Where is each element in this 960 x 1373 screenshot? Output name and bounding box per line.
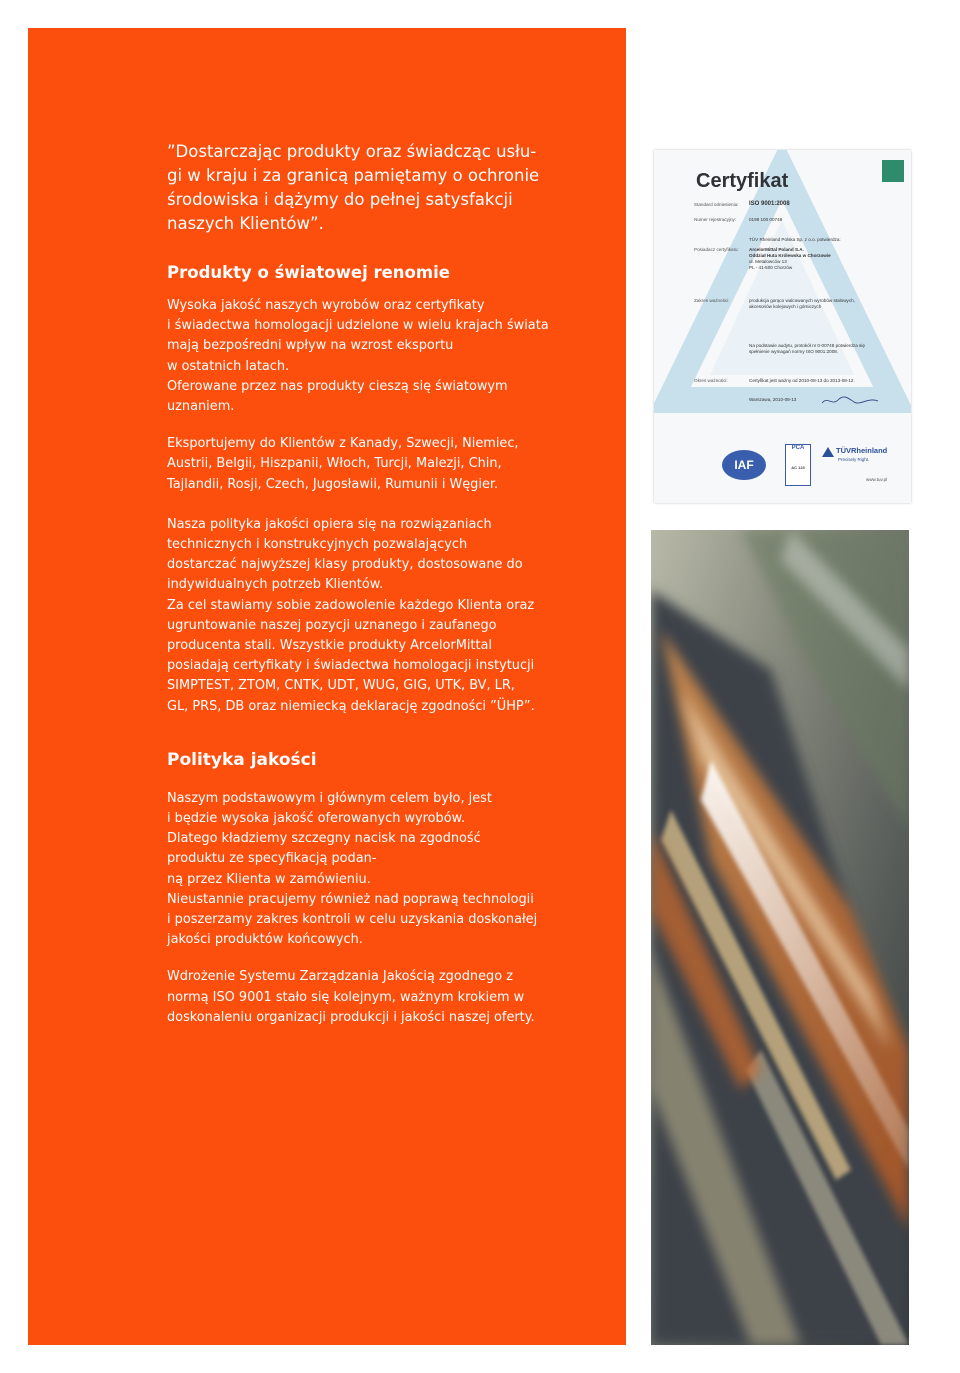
text-column (167, 140, 587, 1028)
cert-label: Okres ważności: (694, 378, 728, 383)
cert-value: Oddział Huta Królewska w Chorzowie (749, 253, 831, 258)
accreditation-badge-icon (882, 160, 904, 182)
cert-label: Posiadacz certyfikatu: (694, 247, 739, 252)
tuv-tagline: Precisely Right. (838, 457, 870, 462)
cert-value: spełnienie wymagań normy ISO 9001:2008. (749, 349, 839, 354)
cert-value: ul. Metalowców 13 (749, 259, 787, 264)
paragraph-quality: Wysoka jakość naszych wyrobów oraz certyfikaty i świadectwa homologacji udzielone w wielu krajach świata mają bezpośredni wpływ na wzrost eksportu w ostatnich latach. Oferowane przez nas produkty cieszą się światowym uznaniem. (167, 298, 549, 415)
certificate-image (654, 150, 911, 503)
tuv-triangle-icon (822, 447, 834, 457)
pca-logo-icon (785, 444, 811, 486)
cert-value: Certyfikat jest ważny od 2010-08-13 do 2013-08-12. (749, 378, 855, 383)
railway-motion-photo (651, 530, 909, 1345)
cert-label: Numer rejestracyjny: (694, 217, 737, 222)
paragraph-policy: Nasza polityka jakości opiera się na rozwiązaniach technicznych i konstrukcyjnych pozwalających dostarczać najwyższej klasy produkty, dostosowane do indywidualnych potrzeb Klientów. Za cel stawiamy sobie zadowolenie każdego Klienta oraz ugruntowanie naszej pozycji uznanego i zaufanego producenta stali. Wszystkie produkty ArcelorMittal posiadają certyfikaty i świadectwa homologacji instytucji SIMPTEST, ZTOM, CNTK, UDT, WUG, GIG, UTK, BV, LR, GL, PRS, DB oraz niemiecką deklarację zgodności ”ÜHP”. (167, 516, 535, 714)
tuv-rheinland-logo: TÜVRheinland (836, 446, 888, 455)
cert-value: ArcelorMittal Poland S.A. (749, 247, 804, 252)
section-heading-quality-policy: Polityka jakości (167, 749, 317, 770)
paragraph-goal: Naszym podstawowym i głównym celem było, jest i będzie wysoka jakość oferowanych wyrobów. Dlatego kładziemy szczegny nacisk na zgodność produktu ze specyfikacją podan- ną przez Klienta w zamówieniu. Nieustannie pracujemy również nad poprawą technologii i poszerzamy zakres kontroli w celu uzyskania doskonałej jakości produktów końcowych. (167, 790, 538, 948)
railway-motion-image (651, 530, 909, 1345)
cert-label: Zakres ważności: (694, 298, 730, 303)
cert-value: Na podstawie audytu, protokół nr 0-00748 potwierdza się (749, 343, 865, 348)
cert-value: Warszawa, 2010-08-13 (749, 397, 797, 402)
cert-value: ISO 9001:2008 (749, 201, 790, 207)
cert-value: PL - 41-500 Chorzów (749, 265, 793, 270)
cert-value: produkcja gorąco walcowanych wyrobów stalowych, (749, 298, 855, 303)
certificate-url: www.tuv.pl (866, 477, 888, 482)
paragraph-iso: Wdrożenie Systemu Zarządzania Jakością zgodnego z normą ISO 9001 stało się kolejnym, ważnym krokiem w doskonaleniu organizacji produkcji i jakości naszej oferty. (167, 969, 535, 1025)
pca-logo-text: PCA (791, 445, 805, 451)
paragraph-export: Eksportujemy do Klientów z Kanady, Szwecji, Niemiec, Austrii, Belgii, Hiszpanii, Włoch, Turcji, Malezji, Chin, Tajlandii, Rosji, Czech, Jugosławii, Rumunii i Węgier. (167, 436, 519, 492)
cert-value: akcesoriów kolejowych i górniczych (749, 304, 822, 309)
iaf-logo-icon: IAF (722, 450, 766, 480)
certificate-title: Certyfikat (696, 170, 789, 192)
intro-quote: ”Dostarczając produkty oraz świadcząc usłu- gi w kraju i za granicą pamiętamy o ochronie środowiska i dążymy do pełnej satysfakcji naszych Klientów”. (167, 142, 540, 233)
signature-icon (820, 394, 880, 408)
cert-value: TÜV Rheinland Polska Sp. z o.o. potwierdza: (749, 237, 841, 242)
cert-value: 0198 100 00748 (749, 217, 783, 222)
cert-label: Standard odniesienia: (694, 202, 739, 207)
pca-logo-subtext: AC 123 (791, 465, 805, 470)
section-heading-products: Produkty o światowej renomie (167, 263, 450, 282)
